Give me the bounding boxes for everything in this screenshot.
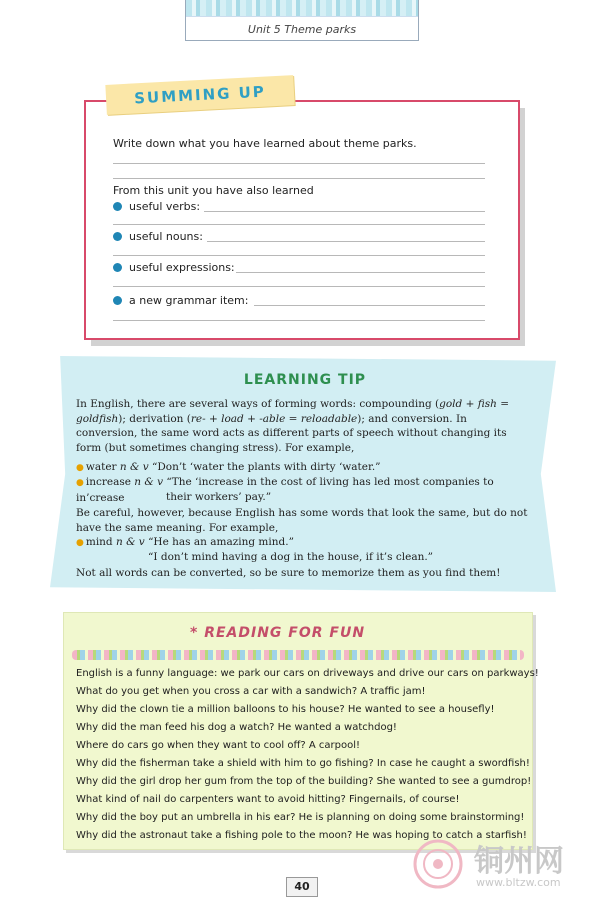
tip-example-mind-cont: “I don’t mind having a dog in the house, if it’s clean.” bbox=[148, 551, 434, 563]
learning-tip-title: LEARNING TIP bbox=[243, 372, 367, 388]
bullet-icon bbox=[113, 202, 122, 211]
bullet-icon bbox=[113, 296, 122, 305]
watermark-url: www.bltzw.com bbox=[476, 876, 561, 889]
writing-line bbox=[113, 224, 485, 225]
answer-line[interactable] bbox=[204, 211, 485, 212]
example-word: mind bbox=[85, 536, 116, 548]
bullet-icon bbox=[113, 263, 122, 272]
example-sentence: “The ‘increase in the cost of living has led most companies to in’crease bbox=[76, 476, 494, 504]
tip-example-increase-cont: their workers’ pay.” bbox=[166, 491, 272, 503]
summing-up-prompt: Write down what you have learned about theme parks. bbox=[113, 137, 417, 150]
summing-up-subprompt: From this unit you have also learned bbox=[113, 184, 314, 197]
joke-line: Why did the clown tie a million balloons to his house? He wanted to see a housefly! bbox=[76, 704, 495, 715]
reading-for-fun-title: * READING FOR FUN bbox=[190, 625, 366, 641]
joke-line: Why did the man feed his dog a watch? He wanted a watchdog! bbox=[76, 722, 397, 733]
answer-line[interactable] bbox=[254, 305, 485, 306]
flower-border bbox=[72, 650, 524, 660]
writing-line bbox=[113, 286, 485, 287]
summary-item-label: a new grammar item: bbox=[129, 294, 249, 307]
tip-paragraph-1 bbox=[76, 397, 528, 455]
answer-line[interactable] bbox=[236, 272, 485, 273]
summing-up-title: SUMMING UP bbox=[105, 75, 294, 115]
part-of-speech: n & v bbox=[116, 536, 145, 548]
unit-header bbox=[185, 0, 419, 41]
tip-example-mind bbox=[76, 535, 528, 551]
example-sentence: “Don’t ‘water the plants with dirty ‘water.” bbox=[151, 461, 381, 473]
bullet-icon: ● bbox=[76, 463, 84, 473]
bullet-icon bbox=[113, 232, 122, 241]
joke-line: What kind of nail do carpenters want to avoid hitting? Fingernails, of course! bbox=[76, 794, 460, 805]
tip-paragraph-2: Be careful, however, because English has some words that look the same, but do not have the same meaning. For example, bbox=[76, 507, 528, 534]
part-of-speech: n & v bbox=[119, 461, 149, 473]
watermark-seal-icon bbox=[412, 838, 464, 890]
writing-line bbox=[113, 163, 485, 164]
tip-paragraph-3: Not all words can be converted, so be sure to memorize them as you find them! bbox=[76, 567, 501, 579]
tip-text-segment: In English, there are several ways of forming words: compounding ( bbox=[76, 398, 440, 410]
summary-item-nouns bbox=[113, 230, 203, 243]
tip-text-segment: ); derivation ( bbox=[118, 412, 191, 425]
joke-line: English is a funny language: we park our cars on driveways and drive our cars on parkways! bbox=[76, 668, 539, 679]
summary-item-label: useful expressions: bbox=[129, 261, 235, 274]
joke-line: Why did the fisherman take a shield with him to go fishing? In case he caught a swordfish! bbox=[76, 758, 530, 769]
example-sentence: “He has an amazing mind.” bbox=[148, 536, 294, 548]
summary-item-label: useful verbs: bbox=[129, 200, 201, 213]
writing-line bbox=[113, 255, 485, 256]
joke-line: Why did the boy put an umbrella in his ear? He is planning on doing some brainstorming! bbox=[76, 812, 525, 823]
summary-item-grammar bbox=[113, 294, 248, 307]
example-word: water bbox=[85, 461, 120, 473]
summary-item-label: useful nouns: bbox=[129, 230, 203, 243]
answer-line[interactable] bbox=[207, 241, 485, 242]
bullet-icon: ● bbox=[76, 538, 84, 548]
summary-item-verbs bbox=[113, 200, 200, 213]
example-word: increase bbox=[85, 476, 135, 488]
header-decoration bbox=[186, 0, 418, 17]
page-number: 40 bbox=[286, 877, 318, 897]
writing-line bbox=[113, 178, 485, 179]
joke-line: Why did the astronaut take a fishing pole to the moon? He was hoping to catch a starfish! bbox=[76, 830, 527, 841]
unit-title: Unit 5 Theme parks bbox=[247, 23, 357, 36]
joke-line: What do you get when you cross a car with a sandwich? A traffic jam! bbox=[76, 686, 426, 697]
writing-line bbox=[113, 320, 485, 321]
tip-example-derivation: re- + load + -able = reloadable bbox=[190, 412, 358, 425]
bullet-icon: ● bbox=[76, 478, 84, 488]
joke-line: Why did the girl drop her gum from the top of the building? She wanted to see a gumdrop! bbox=[76, 776, 532, 787]
summary-item-expressions bbox=[113, 261, 235, 274]
tip-example-water bbox=[76, 460, 528, 476]
joke-line: Where do cars go when they want to cool off? A carpool! bbox=[76, 740, 360, 751]
tip-text-segment: ); and conversion. In conversion, the same word acts as different parts of speech without changing its form (but sometimes changing stress). For example, bbox=[76, 412, 507, 454]
part-of-speech: n & v bbox=[134, 476, 164, 488]
tip-example-compound: gold + fish = goldfish bbox=[76, 398, 510, 425]
watermark-name: 铜州网 bbox=[474, 844, 564, 879]
